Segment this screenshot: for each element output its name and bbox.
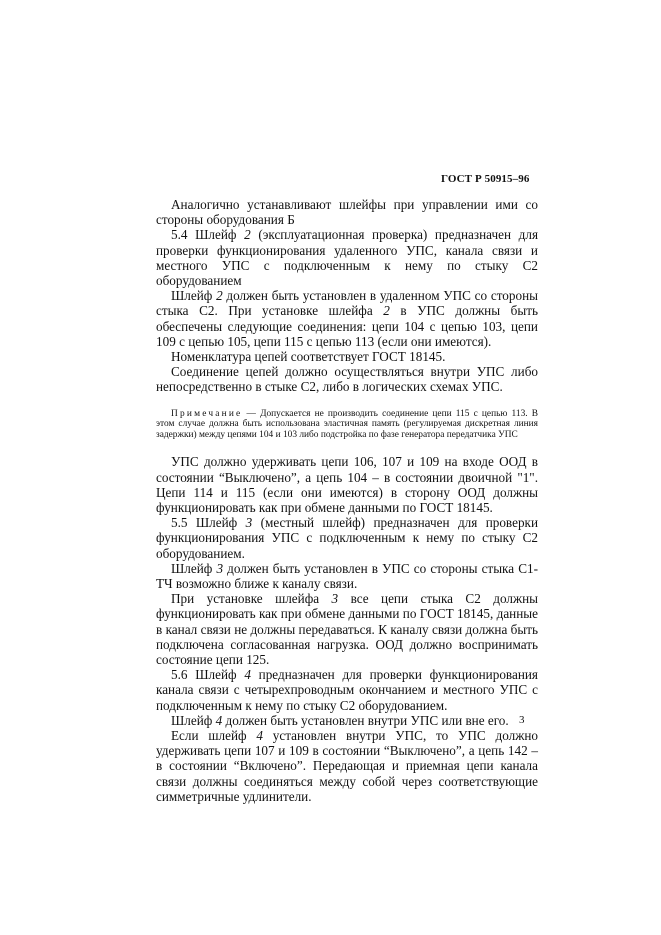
paragraph-text: Шлейф xyxy=(171,560,217,576)
paragraph-text: Соединение цепей должно осуществляться внутри УПС либо непосредственно в стыке С2, либо в логических схемах УПС. xyxy=(156,364,538,395)
loop-number: 4 xyxy=(256,728,263,744)
loop-number: 2 xyxy=(383,303,390,319)
paragraph-analog-loops xyxy=(156,197,538,227)
paragraph-text: Номенклатура цепей соответствует ГОСТ 18145. xyxy=(171,349,446,365)
paragraph-5-4 xyxy=(156,227,538,288)
paragraph-nomenclature xyxy=(156,349,538,364)
paragraph-text: установлен внутри УПС, то УПС должно удерживать цепи 107 и 109 в состоянии “Выключено”, а цепь 142 – в состоянии “Включено”. Передающая и приемная цепи канала связи должны соединяться между собой через соответствующие симметричные удлинители. xyxy=(156,728,538,804)
loop-number: 2 xyxy=(216,288,223,304)
paragraph-loop-2-install xyxy=(156,288,538,349)
paragraph-text: Шлейф xyxy=(171,712,216,728)
loop-number: 3 xyxy=(245,515,253,531)
document-header: ГОСТ Р 50915–96 xyxy=(441,173,530,185)
note xyxy=(156,409,538,441)
note-label: Примечание xyxy=(171,408,243,419)
paragraph-connection xyxy=(156,364,538,394)
paragraph-loop-3-operation xyxy=(156,591,538,667)
paragraph-text: должен быть установлен в УПС со стороны стыка С1-ТЧ возможно ближе к каналу связи. xyxy=(156,560,538,592)
paragraph-5-6 xyxy=(156,667,538,713)
paragraph-5-5 xyxy=(156,515,538,561)
loop-number: 3 xyxy=(331,591,339,607)
loop-number: 4 xyxy=(244,667,251,683)
loop-number: 3 xyxy=(216,560,224,576)
note-text: — Допускается не производить соединение цепи 115 с цепью 113. В этом случае должна быть использована эластичная память (регулируемая дискретная линия задержки) между цепями 104 и 103 либо подстройка по фазе генератора передатчика УПС xyxy=(156,408,538,440)
paragraph-text: Аналогично устанавливают шлейфы при управлении ими со стороны оборудования Б xyxy=(156,197,538,228)
paragraph-loop-4-location xyxy=(156,713,538,728)
paragraph-loop-3-install xyxy=(156,561,538,591)
paragraph-text: (эксплуатационная проверка) предназначен для проверки функционирования удаленного УПС, канала связи и местного УПС с подключенным к нему по стыку С2 оборудованием xyxy=(156,227,539,289)
paragraph-text: 5.5 Шлейф xyxy=(171,515,246,531)
paragraph-text: Шлейф xyxy=(171,288,217,304)
paragraph-text: все цепи стыка С2 должны функционировать как при обмене данными по ГОСТ 18145, данные в канал связи не должны передаваться. К каналу связи должна быть подключена согласованная нагрузка. ООД должно воспринимать состояние цепи 125. xyxy=(156,591,538,668)
paragraph-text: (местный шлейф) предназначен для проверки функционирования УПС с подключенным к нему по стыку С2 оборудованием. xyxy=(156,515,538,561)
paragraph-text: При установке шлейфа xyxy=(171,591,332,607)
loop-number: 4 xyxy=(215,712,223,728)
page-number: 3 xyxy=(519,714,525,726)
paragraph-text: Если шлейф xyxy=(171,728,257,744)
paragraph-text: в УПС должны быть обеспечены следующие соединения: цепи 104 с цепью 103, цепи 109 с цепью 105, цепи 115 с цепью 113 (если они имеются). xyxy=(156,303,538,349)
paragraph-loop-4-internal xyxy=(156,728,538,804)
loop-number: 2 xyxy=(244,227,251,243)
paragraph-text: должен быть установлен внутри УПС или вне его. xyxy=(222,712,509,728)
paragraph-text: УПС должно удерживать цепи 106, 107 и 109 на входе ООД в состоянии “Выключено”, а цепь 104 – в состоянии двоичной "1". Цепи 114 и 115 (если они имеются) в сторону ООД должны функционировать как при обмене данными по ГОСТ 18145. xyxy=(156,454,538,516)
paragraph-text: 5.6 Шлейф xyxy=(171,667,245,683)
paragraph-ups-hold xyxy=(156,454,538,515)
paragraph-text: предназначен для проверки функционирования канала связи с четырехпроводным окончанием и местного УПС с подключенным к нему по стыку С2 оборудованием. xyxy=(156,667,538,713)
paragraph-text: должен быть установлен в удаленном УПС со стороны стыка С2. При установке шлейфа xyxy=(156,288,538,319)
document-body xyxy=(156,197,538,804)
paragraph-text: 5.4 Шлейф xyxy=(171,227,245,243)
